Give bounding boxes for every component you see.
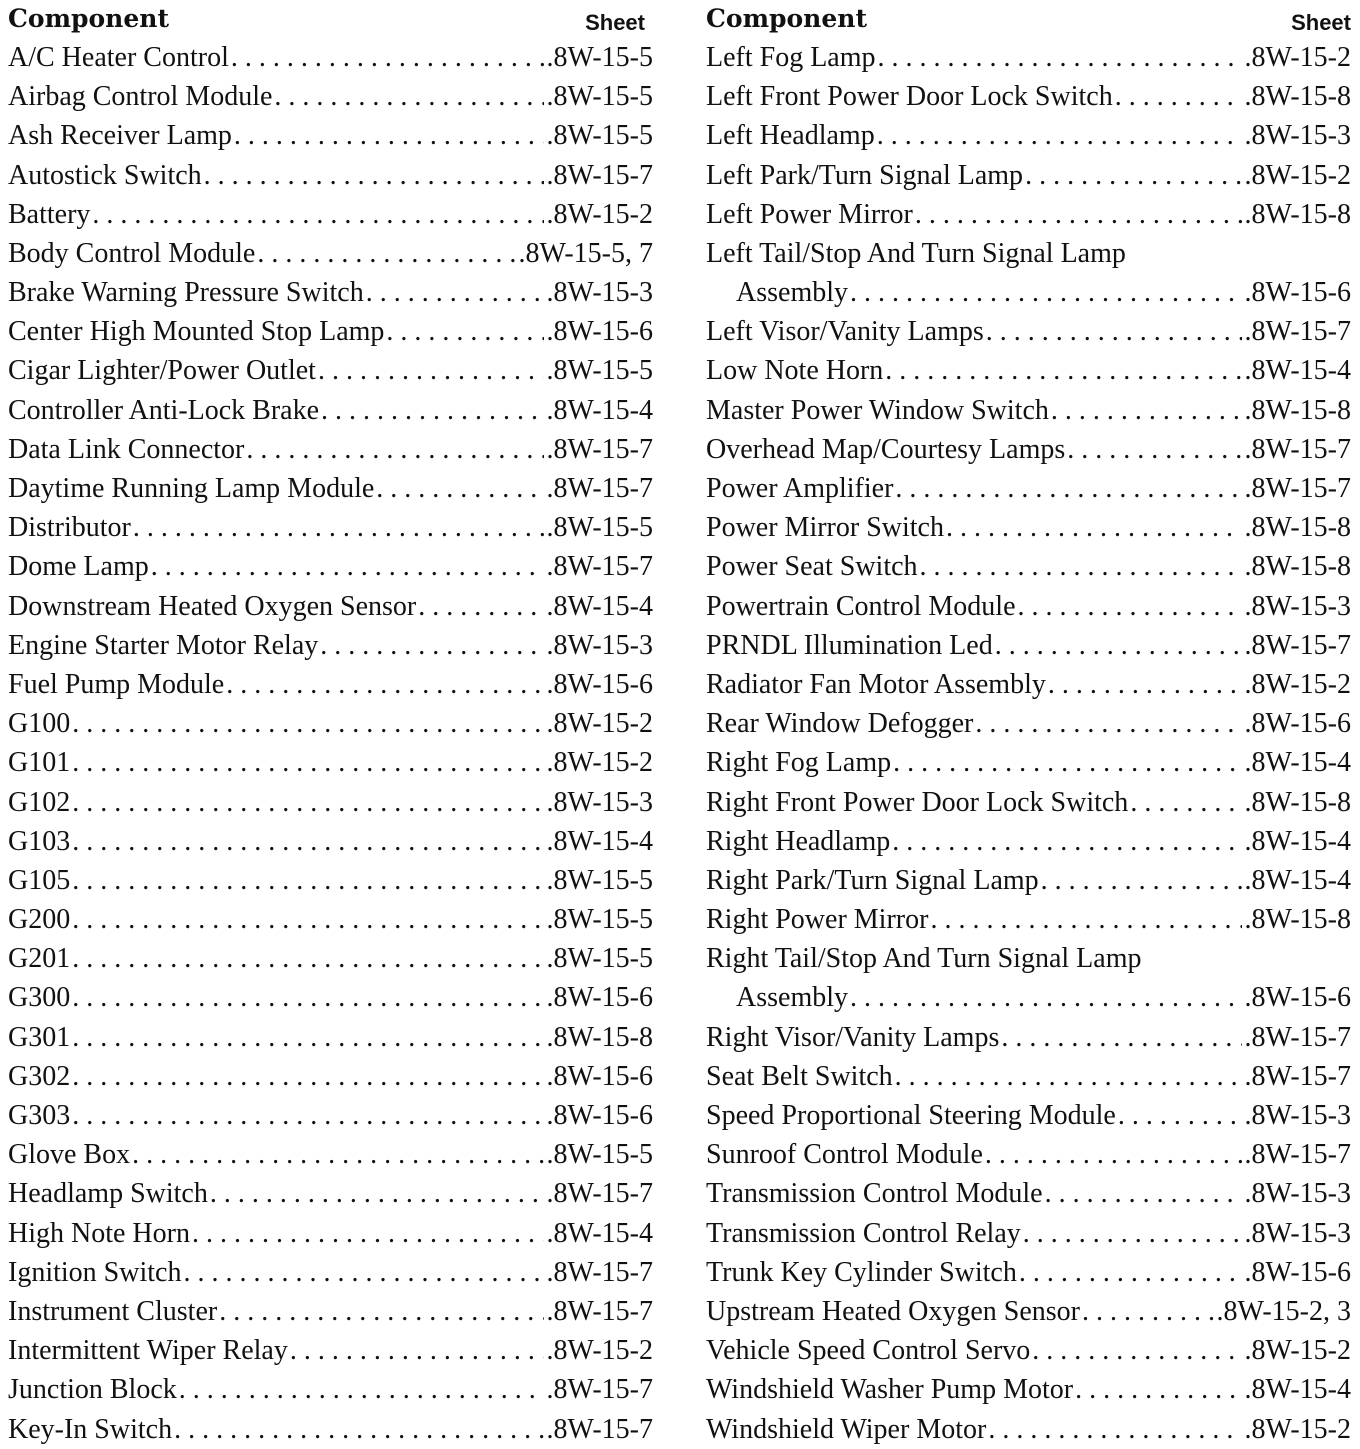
component-name: Daytime Running Lamp Module	[8, 473, 375, 505]
sheet-reference: .8W-15-7	[1244, 629, 1351, 661]
component-name: Left Fog Lamp	[706, 41, 876, 73]
dot-leader	[290, 1331, 545, 1370]
component-name: Body Control Module	[8, 237, 256, 269]
dot-leader	[895, 1057, 1243, 1096]
sheet-reference: .8W-15-7	[1244, 316, 1351, 348]
dot-leader	[72, 861, 544, 900]
dot-leader	[246, 430, 544, 469]
component-name: Right Visor/Vanity Lamps	[706, 1021, 1000, 1053]
component-name: G105	[8, 864, 71, 896]
sheet-reference: .8W-15-8	[1244, 394, 1351, 426]
index-entry	[8, 116, 653, 155]
sheet-reference: .8W-15-6	[1244, 1256, 1351, 1288]
dot-leader	[895, 469, 1242, 508]
component-name: Right Park/Turn Signal Lamp	[706, 864, 1039, 896]
dot-leader	[72, 783, 544, 822]
dot-leader	[174, 1410, 544, 1449]
component-name: G102	[8, 786, 71, 818]
index-entry	[8, 704, 653, 743]
sheet-reference: .8W-15-7	[546, 551, 653, 583]
component-name: Instrument Cluster	[8, 1295, 218, 1327]
component-name: Assembly	[736, 982, 848, 1014]
sheet-reference: .8W-15-3	[1244, 1100, 1351, 1132]
dot-leader	[72, 1018, 544, 1057]
index-entry	[8, 1410, 653, 1449]
component-name: Transmission Control Module	[706, 1178, 1043, 1210]
sheet-reference: .8W-15-7	[1244, 1060, 1351, 1092]
index-entry	[706, 939, 1351, 978]
index-entry	[706, 1214, 1351, 1253]
dot-leader	[92, 195, 544, 234]
index-entry	[706, 469, 1351, 508]
dot-leader	[226, 665, 544, 704]
component-name: Ash Receiver Lamp	[8, 120, 232, 152]
dot-leader	[72, 900, 544, 939]
sheet-reference: .8W-15-4	[1244, 355, 1351, 387]
sheet-reference: .8W-15-4	[1244, 825, 1351, 857]
dot-leader	[274, 77, 544, 116]
index-entry	[706, 861, 1351, 900]
sheet-reference: .8W-15-7	[546, 1374, 653, 1406]
component-heading: Component	[8, 4, 169, 33]
dot-leader	[204, 156, 545, 195]
dot-leader	[878, 38, 1243, 77]
component-name: Engine Starter Motor Relay	[8, 629, 319, 661]
component-name: Junction Block	[8, 1374, 177, 1406]
sheet-heading: Sheet	[1291, 10, 1351, 35]
sheet-reference: .8W-15-6	[546, 668, 653, 700]
component-name: Power Mirror Switch	[706, 512, 944, 544]
dot-leader	[1018, 587, 1243, 626]
index-entry	[8, 1096, 653, 1135]
sheet-reference: .8W-15-5	[546, 355, 653, 387]
index-entry	[706, 234, 1351, 273]
dot-leader	[985, 1135, 1243, 1174]
component-name: Transmission Control Relay	[706, 1217, 1021, 1249]
component-name: Downstream Heated Oxygen Sensor	[8, 590, 417, 622]
component-name: G300	[8, 982, 71, 1014]
component-name: Vehicle Speed Control Servo	[706, 1335, 1031, 1367]
dot-leader	[418, 587, 544, 626]
sheet-reference: .8W-15-7	[1244, 473, 1351, 505]
dot-leader	[930, 900, 1242, 939]
sheet-reference: .8W-15-3	[1244, 590, 1351, 622]
dot-leader	[192, 1214, 544, 1253]
index-entry	[706, 1018, 1351, 1057]
component-name: Power Amplifier	[706, 473, 894, 505]
index-entry	[8, 391, 653, 430]
index-entry	[8, 900, 653, 939]
left-column-header	[8, 0, 653, 38]
component-name: Radiator Fan Motor Assembly	[706, 668, 1046, 700]
sheet-reference: .8W-15-6	[1244, 708, 1351, 740]
dot-leader	[1045, 1174, 1243, 1213]
index-entry	[706, 77, 1351, 116]
sheet-reference: .8W-15-2	[1244, 1335, 1351, 1367]
component-name: Cigar Lighter/Power Outlet	[8, 355, 316, 387]
left-entry-list	[8, 38, 653, 1449]
sheet-reference: .8W-15-6	[546, 316, 653, 348]
component-name: Right Fog Lamp	[706, 747, 892, 779]
component-name: Key-In Switch	[8, 1413, 173, 1445]
index-entry	[706, 1057, 1351, 1096]
dot-leader	[320, 626, 544, 665]
sheet-reference: .8W-15-7	[546, 1178, 653, 1210]
index-entry	[8, 626, 653, 665]
index-entry	[8, 234, 653, 273]
right-column-header	[706, 0, 1351, 38]
index-entry	[706, 391, 1351, 430]
sheet-reference: .8W-15-4	[1244, 747, 1351, 779]
index-entry	[8, 743, 653, 782]
dot-leader	[995, 626, 1243, 665]
index-entry	[8, 1018, 653, 1057]
index-entry	[8, 1057, 653, 1096]
sheet-reference: .8W-15-4	[546, 394, 653, 426]
dot-leader	[376, 469, 544, 508]
index-entry	[8, 783, 653, 822]
index-entry	[706, 1174, 1351, 1213]
dot-leader	[72, 822, 544, 861]
component-name: Data Link Connector	[8, 433, 245, 465]
sheet-reference: .8W-15-8	[1244, 786, 1351, 818]
component-name: Battery	[8, 198, 91, 230]
dot-leader	[1001, 1018, 1242, 1057]
component-name: Brake Warning Pressure Switch	[8, 277, 364, 309]
sheet-reference: .8W-15-8	[546, 1021, 653, 1053]
dot-leader	[72, 743, 544, 782]
component-name: G200	[8, 904, 71, 936]
sheet-reference: .8W-15-7	[1244, 1021, 1351, 1053]
dot-leader	[179, 1370, 545, 1409]
dot-leader	[975, 704, 1242, 743]
sheet-reference: .8W-15-7	[546, 473, 653, 505]
dot-leader	[234, 116, 545, 155]
index-entry	[8, 587, 653, 626]
index-entry	[8, 430, 653, 469]
index-entry	[706, 626, 1351, 665]
sheet-heading: Sheet	[585, 10, 645, 35]
index-entry	[706, 1253, 1351, 1292]
component-name: Speed Proportional Steering Module	[706, 1100, 1116, 1132]
component-name: Right Headlamp	[706, 825, 891, 857]
right-entry-list	[706, 38, 1351, 1449]
dot-leader	[1019, 1253, 1243, 1292]
dot-leader	[946, 508, 1242, 547]
index-entry	[8, 547, 653, 586]
index-entry	[706, 1410, 1351, 1449]
index-entry	[706, 704, 1351, 743]
sheet-reference: .8W-15-6	[546, 1060, 653, 1092]
component-name: Assembly	[736, 277, 848, 309]
index-entry	[706, 38, 1351, 77]
index-entry	[706, 822, 1351, 861]
index-entry	[706, 587, 1351, 626]
dot-leader	[1130, 783, 1242, 822]
component-name: Left Park/Turn Signal Lamp	[706, 159, 1024, 191]
index-entry	[706, 156, 1351, 195]
index-entry	[8, 77, 653, 116]
index-entry	[8, 1331, 653, 1370]
dot-leader	[850, 978, 1242, 1017]
index-entry	[706, 979, 1351, 1018]
dot-leader	[893, 743, 1242, 782]
dot-leader	[72, 1096, 544, 1135]
component-name: Power Seat Switch	[706, 551, 918, 583]
component-name: Left Front Power Door Lock Switch	[706, 81, 1113, 113]
sheet-reference: .8W-15-6	[546, 982, 653, 1014]
dot-leader	[386, 312, 544, 351]
dot-leader	[1082, 1292, 1214, 1331]
dot-leader	[72, 978, 544, 1017]
component-name: G100	[8, 708, 71, 740]
index-entry	[8, 1292, 653, 1331]
component-name: Rear Window Defogger	[706, 708, 974, 740]
sheet-reference: .8W-15-5	[546, 512, 653, 544]
index-entry	[706, 1096, 1351, 1135]
sheet-reference: .8W-15-7	[1244, 1139, 1351, 1171]
component-name: Right Front Power Door Lock Switch	[706, 786, 1129, 818]
sheet-reference: .8W-15-4	[1244, 864, 1351, 896]
sheet-reference: .8W-15-8	[1244, 551, 1351, 583]
index-entry	[8, 352, 653, 391]
index-entry	[8, 469, 653, 508]
index-entry	[706, 743, 1351, 782]
component-name: Ignition Switch	[8, 1256, 182, 1288]
index-entry	[706, 312, 1351, 351]
sheet-reference: .8W-15-2	[1244, 1413, 1351, 1445]
dot-leader	[1118, 1096, 1243, 1135]
dot-leader	[915, 195, 1243, 234]
component-name: Right Tail/Stop And Turn Signal Lamp	[706, 943, 1142, 975]
sheet-reference: .8W-15-7	[1244, 433, 1351, 465]
index-entry	[706, 783, 1351, 822]
dot-leader	[892, 822, 1242, 861]
index-entry	[706, 1292, 1351, 1331]
dot-leader	[1075, 1370, 1242, 1409]
dot-leader	[72, 704, 544, 743]
component-name: G302	[8, 1060, 71, 1092]
index-entry	[8, 156, 653, 195]
index-entry	[8, 38, 653, 77]
component-name: Headlamp Switch	[8, 1178, 208, 1210]
component-name: Left Visor/Vanity Lamps	[706, 316, 984, 348]
index-entry	[8, 665, 653, 704]
sheet-reference: .8W-15-3	[546, 277, 653, 309]
sheet-reference: .8W-15-7	[546, 433, 653, 465]
index-entry	[706, 665, 1351, 704]
sheet-reference: .8W-15-2	[546, 1335, 653, 1367]
component-name: Autostick Switch	[8, 159, 202, 191]
component-name: Overhead Map/Courtesy Lamps	[706, 433, 1066, 465]
component-name: Windshield Washer Pump Motor	[706, 1374, 1074, 1406]
sheet-reference: .8W-15-5	[546, 1139, 653, 1171]
index-entry	[706, 195, 1351, 234]
dot-leader	[366, 273, 545, 312]
sheet-reference: .8W-15-8	[1244, 512, 1351, 544]
component-name: G303	[8, 1100, 71, 1132]
index-entry	[706, 116, 1351, 155]
sheet-reference: .8W-15-3	[1244, 1217, 1351, 1249]
sheet-reference: .8W-15-5, 7	[518, 237, 653, 269]
component-name: Sunroof Control Module	[706, 1139, 983, 1171]
sheet-reference: .8W-15-8	[1244, 198, 1351, 230]
dot-leader	[1115, 77, 1243, 116]
dot-leader	[1041, 861, 1243, 900]
sheet-reference: .8W-15-4	[546, 1217, 653, 1249]
index-entry	[706, 273, 1351, 312]
dot-leader	[257, 234, 516, 273]
sheet-reference: .8W-15-5	[546, 904, 653, 936]
dot-leader	[72, 939, 544, 978]
index-entry	[706, 430, 1351, 469]
component-name: Distributor	[8, 512, 131, 544]
right-column	[706, 0, 1351, 1449]
component-name: Left Power Mirror	[706, 198, 913, 230]
dot-leader	[1032, 1331, 1242, 1370]
dot-leader	[988, 1410, 1242, 1449]
sheet-reference: .8W-15-2, 3	[1216, 1295, 1351, 1327]
dot-leader	[72, 1057, 544, 1096]
sheet-reference: .8W-15-2	[1244, 41, 1351, 73]
index-entry	[8, 822, 653, 861]
index-entry	[8, 1135, 653, 1174]
sheet-reference: .8W-15-6	[546, 1100, 653, 1132]
component-name: Upstream Heated Oxygen Sensor	[706, 1295, 1081, 1327]
component-name: High Note Horn	[8, 1217, 190, 1249]
dot-leader	[1051, 391, 1243, 430]
sheet-reference: .8W-15-5	[546, 864, 653, 896]
sheet-reference: .8W-15-3	[546, 786, 653, 818]
index-entry	[706, 1331, 1351, 1370]
index-entry	[8, 195, 653, 234]
index-entry	[706, 547, 1351, 586]
dot-leader	[219, 1292, 544, 1331]
component-name: Glove Box	[8, 1139, 131, 1171]
sheet-reference: .8W-15-4	[546, 590, 653, 622]
component-name: Powertrain Control Module	[706, 590, 1016, 622]
dot-leader	[231, 38, 545, 77]
sheet-reference: .8W-15-5	[546, 41, 653, 73]
component-name: Dome Lamp	[8, 551, 149, 583]
sheet-reference: .8W-15-8	[1244, 81, 1351, 113]
index-entry	[8, 979, 653, 1018]
sheet-reference: .8W-15-7	[546, 1295, 653, 1327]
sheet-reference: .8W-15-4	[546, 825, 653, 857]
component-name: A/C Heater Control	[8, 41, 229, 73]
dot-leader	[321, 391, 544, 430]
dot-leader	[1023, 1214, 1243, 1253]
sheet-reference: .8W-15-6	[1244, 982, 1351, 1014]
dot-leader	[1048, 665, 1243, 704]
component-name: Left Headlamp	[706, 120, 875, 152]
sheet-reference: .8W-15-5	[546, 120, 653, 152]
index-entry	[706, 1135, 1351, 1174]
index-entry	[8, 508, 653, 547]
component-name: G103	[8, 825, 71, 857]
dot-leader	[986, 312, 1243, 351]
sheet-reference: .8W-15-8	[1244, 904, 1351, 936]
component-name: Fuel Pump Module	[8, 668, 225, 700]
component-name: Seat Belt Switch	[706, 1060, 893, 1092]
sheet-reference: .8W-15-3	[1244, 120, 1351, 152]
dot-leader	[1067, 430, 1242, 469]
sheet-reference: .8W-15-2	[546, 708, 653, 740]
component-name: PRNDL Illumination Led	[706, 629, 993, 661]
sheet-reference: .8W-15-4	[1244, 1374, 1351, 1406]
sheet-reference: .8W-15-6	[1244, 277, 1351, 309]
dot-leader	[183, 1253, 544, 1292]
dot-leader	[210, 1174, 545, 1213]
component-name: Windshield Wiper Motor	[706, 1413, 987, 1445]
component-name: Left Tail/Stop And Turn Signal Lamp	[706, 237, 1126, 269]
index-entry	[8, 1370, 653, 1409]
index-entry	[8, 861, 653, 900]
dot-leader	[885, 351, 1242, 390]
component-name: Intermittent Wiper Relay	[8, 1335, 288, 1367]
index-entry	[706, 1370, 1351, 1409]
index-entry	[706, 352, 1351, 391]
sheet-reference: .8W-15-2	[546, 747, 653, 779]
component-name: G201	[8, 943, 71, 975]
sheet-reference: .8W-15-3	[546, 629, 653, 661]
component-name: Center High Mounted Stop Lamp	[8, 316, 385, 348]
dot-leader	[151, 547, 545, 586]
dot-leader	[920, 547, 1243, 586]
sheet-reference: .8W-15-5	[546, 81, 653, 113]
sheet-reference: .8W-15-2	[1244, 159, 1351, 191]
sheet-reference: .8W-15-2	[1244, 668, 1351, 700]
sheet-reference: .8W-15-7	[546, 159, 653, 191]
component-name: Low Note Horn	[706, 355, 884, 387]
index-entry	[8, 312, 653, 351]
dot-leader	[1025, 156, 1242, 195]
dot-leader	[877, 116, 1243, 155]
dot-leader	[318, 351, 545, 390]
component-name: Master Power Window Switch	[706, 394, 1049, 426]
index-entry	[8, 1214, 653, 1253]
component-name: Controller Anti-Lock Brake	[8, 394, 320, 426]
component-name: Trunk Key Cylinder Switch	[706, 1256, 1017, 1288]
dot-leader	[133, 508, 545, 547]
component-name: Right Power Mirror	[706, 904, 929, 936]
index-entry	[8, 1174, 653, 1213]
index-entry	[8, 939, 653, 978]
left-column	[8, 0, 653, 1449]
sheet-reference: .8W-15-2	[546, 198, 653, 230]
dot-leader	[132, 1135, 544, 1174]
index-entry	[8, 1253, 653, 1292]
component-heading: Component	[706, 4, 867, 33]
sheet-reference: .8W-15-5	[546, 943, 653, 975]
component-name: G101	[8, 747, 71, 779]
index-entry	[706, 508, 1351, 547]
sheet-reference: .8W-15-7	[546, 1256, 653, 1288]
sheet-reference: .8W-15-3	[1244, 1178, 1351, 1210]
component-name: Airbag Control Module	[8, 81, 273, 113]
component-name: G301	[8, 1021, 71, 1053]
sheet-reference: .8W-15-7	[546, 1413, 653, 1445]
dot-leader	[850, 273, 1242, 312]
index-entry	[706, 900, 1351, 939]
index-entry	[8, 273, 653, 312]
